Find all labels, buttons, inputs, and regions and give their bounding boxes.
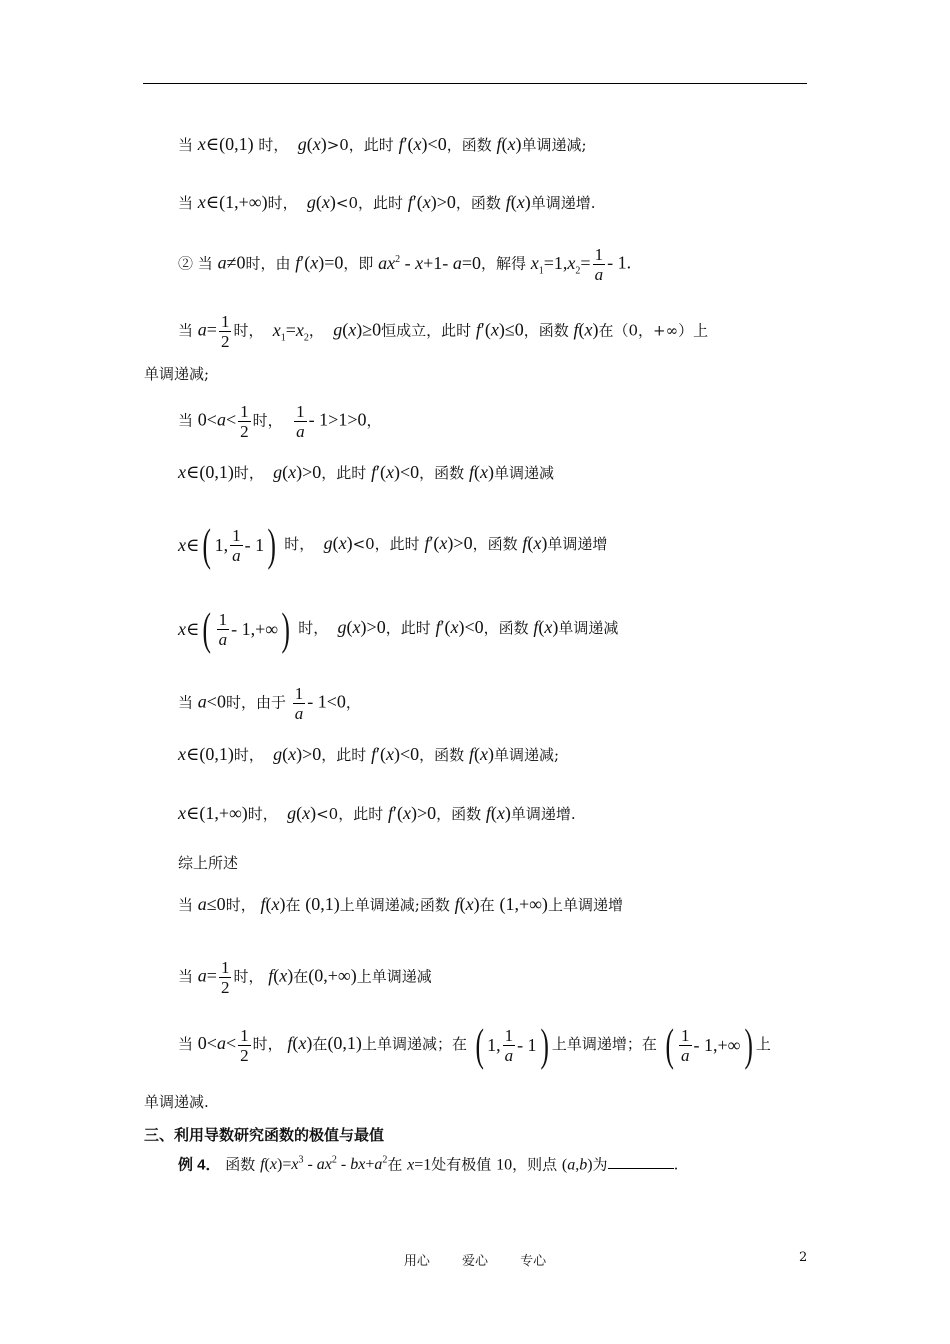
math-expr: f(x) [468,462,494,482]
text: 时， [252,411,283,430]
heading-text: 三、利用导数研究函数的极值与最值 [144,1127,385,1144]
line-summary-a-half [178,958,432,997]
text: 上单调递增；在 [551,1035,657,1053]
page-footer [0,1250,950,1269]
fraction: $\frac{1}{2}$ [220,312,230,351]
math-expr: f(x) [496,134,522,154]
text: ，函数 [446,136,492,154]
text: 上单调递减；在 [361,1035,467,1053]
text: <0，此时 [316,805,384,823]
line-sub-interval-root-to-inf [178,603,619,654]
text: ，即 [343,254,374,273]
text: 在 [293,967,309,986]
text: 在 [312,1035,328,1053]
text: 函数 [225,1155,256,1174]
math-expr: g(x) [323,533,353,553]
math-expr: (a,b) [561,1156,593,1174]
math-expr: 10 [496,1156,513,1174]
fraction: $\frac{1}{2}$ [240,1025,249,1065]
text: . [673,1155,679,1174]
text: ，此时 [385,619,431,637]
math-expr: f(x) [485,803,511,823]
math-expr: g(x)≥0 [333,319,382,340]
math-expr: f′(x)>0 [407,192,456,212]
text: 单调递减; [144,365,210,383]
math-expr: x∈(0,1) [197,134,254,154]
text: 时， [284,535,315,553]
text: 单调递减 [558,619,619,637]
math-expr: ( $\frac{1}{a}$ - 1,+∞ ) [665,1019,753,1070]
math-expr: f′(x)<0 [398,134,447,154]
text: 单调递减. [144,1093,209,1111]
text: ，函数 [455,194,501,212]
math-expr: a<0 [197,691,226,712]
line-neg-interval-01 [178,744,559,765]
text: 处有极值 [431,1155,492,1174]
text: 当 [178,1035,194,1053]
text: 时， [247,805,278,823]
line-continuation [144,1092,209,1112]
math-expr: x=1 [407,1156,432,1174]
text: ，函数 [472,535,518,553]
math-expr: ( 1, $\frac{1}{a}$ - 1 ) [475,1019,549,1070]
text: 单调递增. [530,194,596,212]
math-expr: f′(x)<0 [371,744,420,764]
header-rule [143,83,807,84]
footer-item: 爱心 [461,1254,488,1269]
math-expr: f(x) [454,894,480,914]
text: 时， [258,136,289,154]
text: ， [366,411,382,430]
math-expr: f′(x)<0 [435,617,484,637]
text: >0，此时 [326,136,394,154]
math-expr: f′(x)>0 [388,803,437,823]
text: ，解得 [480,254,526,273]
math-expr: 0<a< [197,409,237,430]
math-expr: f′(x)=0 [295,252,344,273]
text: 在 [479,896,495,914]
math-expr: a≤0 [197,894,226,914]
text: 当 [178,136,194,154]
math-expr: 0<a< [197,1033,237,1053]
text: 单调递减; [493,746,560,764]
text: 单调递减 [493,464,554,482]
text: 上单调递减 [356,967,432,986]
text: ，此时 [321,464,367,482]
text: ，函数 [419,746,465,764]
line-continuation [144,364,209,384]
text: 时，由于 [225,693,286,712]
text: 时，由 [245,254,291,273]
text: 单调递增. [510,805,576,823]
math-expr: f(x) [533,617,559,637]
line-summary-a-between [178,1019,771,1070]
text: 单调递增 [547,535,608,553]
math-expr: $x_1=x_2$ [272,319,309,344]
text: 时， [298,619,329,637]
text: 恒成立，此时 [381,321,472,340]
fraction: $\frac{1}{a}$ [594,245,604,284]
math-expr: (1,+∞) [499,894,548,914]
math-expr: $x_1=1,x_2=$ [530,252,591,277]
line-summary-heading [178,853,238,873]
math-expr: f(x) [268,965,294,986]
footer-item: 专心 [520,1254,547,1269]
text: 当 [178,693,194,712]
text: ，函数 [523,321,569,340]
text: ，则点 [512,1155,558,1174]
text: 上单调递减;函数 [339,896,450,914]
text: 当 [178,967,194,986]
math-expr: $f(x)=x^3 - ax^2 - bx+a^2$ [260,1155,388,1174]
math-expr: g(x)>0 [273,744,322,764]
text: ，函数 [436,805,482,823]
text: 时， [267,194,298,212]
text: 当 [178,194,194,212]
fraction: $\frac{1}{2}$ [220,958,230,997]
text: ， [345,693,361,712]
text: 综上所述 [178,854,239,872]
text: ，函数 [419,464,465,482]
text: ，此时 [321,746,367,764]
math-expr: x∈(1,+∞) [178,803,248,823]
math-expr: (0,+∞) [308,965,357,986]
answer-blank[interactable] [608,1154,674,1169]
text: 当 [178,321,194,340]
text: 时， [233,967,264,986]
text: 时， [252,1035,283,1053]
text: <0，此时 [335,194,404,212]
math-expr: x∈(0,1) [178,462,234,482]
math-expr: f′(x)>0 [424,533,473,553]
text: ， [308,321,324,340]
math-expr: f(x) [287,1033,313,1053]
math-expr: (0,1) [327,1033,362,1053]
text: 在 [285,896,301,914]
math-expr: g(x) [306,192,336,212]
math-expr: f′(x)≤0 [475,319,524,340]
line-case-a-zero-interval-1inf [178,192,596,213]
math-expr: f(x) [260,894,286,914]
line-neg-interval-1inf [178,803,576,824]
math-expr: f′(x)<0 [371,462,420,482]
section-heading [144,1126,384,1146]
line-case-a-half [178,312,708,351]
line-case-a-zero-interval-01 [178,134,587,155]
fraction: $\frac{1}{a}$ [294,684,304,723]
math-expr: - 1. [607,252,632,273]
text: <0，此时 [352,535,420,553]
math-expr: a≠0 [217,252,246,273]
text: ② 当 [178,254,213,273]
math-expr: (0,1) [305,894,340,914]
text: 时， [233,464,264,482]
math-expr: x ∈ ( $\frac{1}{a}$ - 1,+∞ ) [178,603,291,654]
text: 上单调递增 [547,896,623,914]
math-expr: g(x) [297,134,327,154]
line-summary-a-nonpositive [178,894,623,915]
math-expr: x ∈ ( 1, $\frac{1}{a}$ - 1 ) [178,519,277,570]
text: 在 [387,1155,403,1174]
text: 单调递减; [521,136,587,154]
fraction: $\frac{1}{a}$ [296,402,305,441]
math-expr: f(x) [505,192,531,212]
math-expr: f(x) [468,744,494,764]
example-4 [178,1151,678,1175]
text: 在（0，+∞）上 [598,321,709,340]
example-label: 例 4． [178,1156,221,1174]
text: 时， [233,321,264,340]
text: 上 [755,1035,771,1053]
math-expr: g(x)>0 [273,462,322,482]
math-expr: x∈(1,+∞) [197,192,268,212]
math-expr: g(x) [287,803,317,823]
math-expr: g(x)>0 [337,617,386,637]
math-expr: - 1>1>0 [308,409,367,430]
text: ，函数 [483,619,529,637]
line-case-a-negative [178,684,361,723]
math-expr: f(x) [573,319,599,340]
text: 为 [592,1155,608,1174]
line-sub-interval-01 [178,462,554,483]
line-case-a-nonzero [178,245,631,284]
math-expr: a= [197,965,217,986]
footer-item: 用心 [403,1254,430,1269]
text: 当 [178,896,194,914]
fraction: $\frac{1}{2}$ [240,402,249,441]
text: 时， [233,746,264,764]
math-expr: - 1<0 [307,691,346,712]
math-expr: f(x) [522,533,548,553]
line-sub-interval-1-to-root [178,519,608,570]
math-expr: a= [197,319,217,340]
text: 时， [225,896,256,914]
text: 当 [178,411,194,430]
math-expr: x∈(0,1) [178,744,234,764]
line-case-a-between [178,402,381,441]
page-number: 2 [799,1250,808,1265]
math-expr: $ax^2 - x+1-$ a=0 [378,252,481,273]
